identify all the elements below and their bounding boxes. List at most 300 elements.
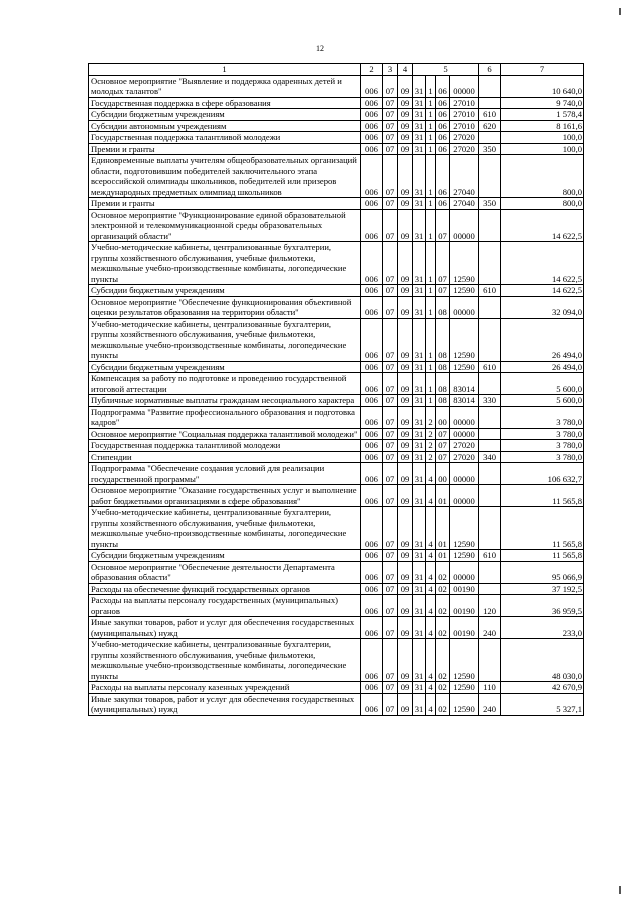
cell-vr: 610 <box>479 109 501 121</box>
cell-pr: 09 <box>398 155 413 198</box>
cell-csr-program: 31 <box>413 440 426 452</box>
cell-ved: 006 <box>361 507 383 550</box>
cell-amount: 3 780,0 <box>501 428 584 440</box>
cell-vr <box>479 406 501 428</box>
cell-pr: 09 <box>398 395 413 407</box>
cell-ved: 006 <box>361 583 383 595</box>
cell-csr-event: 08 <box>436 373 450 395</box>
cell-vr: 110 <box>479 682 501 694</box>
cell-csr-direction: 12590 <box>450 507 479 550</box>
cell-csr-event: 07 <box>436 451 450 463</box>
cell-csr-subprogram: 4 <box>426 485 436 507</box>
name: Расходы на обеспечение функций государственных органов <box>89 583 361 595</box>
cell-csr-subprogram: 2 <box>426 428 436 440</box>
table-row <box>89 143 584 155</box>
cell-csr-subprogram: 1 <box>426 361 436 373</box>
cell-rz: 07 <box>383 693 398 715</box>
cell-pr: 09 <box>398 209 413 242</box>
cell-amount: 14 622,5 <box>501 242 584 285</box>
cell-csr-subprogram: 1 <box>426 209 436 242</box>
cell-csr-program: 31 <box>413 155 426 198</box>
cell-pr: 09 <box>398 463 413 485</box>
cell-vr <box>479 296 501 318</box>
cell-ved: 006 <box>361 109 383 121</box>
cell-csr-subprogram: 1 <box>426 155 436 198</box>
header-cell: 5 <box>413 64 479 76</box>
cell-csr-event: 02 <box>436 583 450 595</box>
cell-csr-direction: 83014 <box>450 395 479 407</box>
table-row <box>89 682 584 694</box>
cell-csr-subprogram: 1 <box>426 198 436 210</box>
cell-csr-event: 06 <box>436 198 450 210</box>
cell-ved: 006 <box>361 120 383 132</box>
cell-csr-subprogram: 1 <box>426 97 436 109</box>
cell-amount: 233,0 <box>501 617 584 639</box>
cell-csr-subprogram: 4 <box>426 693 436 715</box>
cell-rz: 07 <box>383 97 398 109</box>
cell-rz: 07 <box>383 155 398 198</box>
cell-amount: 11 565,8 <box>501 550 584 562</box>
cell-ved: 006 <box>361 639 383 682</box>
cell-csr-subprogram: 1 <box>426 285 436 297</box>
cell-csr-subprogram: 4 <box>426 463 436 485</box>
cell-ved: 006 <box>361 373 383 395</box>
cell-vr <box>479 639 501 682</box>
cell-ved: 006 <box>361 406 383 428</box>
cell-vr <box>479 373 501 395</box>
cell-rz: 07 <box>383 451 398 463</box>
cell-rz: 07 <box>383 406 398 428</box>
cell-csr-subprogram: 2 <box>426 451 436 463</box>
cell-csr-subprogram: 1 <box>426 132 436 144</box>
table-row <box>89 242 584 285</box>
cell-csr-program: 31 <box>413 583 426 595</box>
table-row <box>89 463 584 485</box>
cell-csr-program: 31 <box>413 561 426 583</box>
cell-csr-event: 02 <box>436 693 450 715</box>
cell-vr <box>479 318 501 361</box>
cell-vr: 620 <box>479 120 501 132</box>
name: Государственная поддержка талантливой молодежи <box>89 440 361 452</box>
scan-mark <box>619 886 621 894</box>
cell-amount: 37 192,5 <box>501 583 584 595</box>
cell-ved: 006 <box>361 440 383 452</box>
table-row <box>89 507 584 550</box>
cell-csr-subprogram: 4 <box>426 682 436 694</box>
table-row <box>89 583 584 595</box>
cell-ved: 006 <box>361 595 383 617</box>
cell-vr: 240 <box>479 693 501 715</box>
cell-csr-direction: 27020 <box>450 451 479 463</box>
cell-ved: 006 <box>361 395 383 407</box>
cell-csr-program: 31 <box>413 550 426 562</box>
cell-rz: 07 <box>383 682 398 694</box>
cell-rz: 07 <box>383 296 398 318</box>
cell-csr-direction: 00190 <box>450 595 479 617</box>
cell-vr: 350 <box>479 143 501 155</box>
cell-csr-event: 07 <box>436 209 450 242</box>
cell-csr-program: 31 <box>413 285 426 297</box>
cell-csr-program: 31 <box>413 428 426 440</box>
cell-csr-program: 31 <box>413 485 426 507</box>
cell-pr: 09 <box>398 97 413 109</box>
cell-csr-subprogram: 1 <box>426 296 436 318</box>
cell-csr-program: 31 <box>413 373 426 395</box>
cell-csr-subprogram: 4 <box>426 595 436 617</box>
cell-ved: 006 <box>361 132 383 144</box>
cell-csr-direction: 83014 <box>450 373 479 395</box>
cell-rz: 07 <box>383 395 398 407</box>
cell-vr: 610 <box>479 550 501 562</box>
cell-csr-program: 31 <box>413 75 426 97</box>
table-row <box>89 595 584 617</box>
cell-rz: 07 <box>383 617 398 639</box>
cell-csr-event: 06 <box>436 109 450 121</box>
cell-ved: 006 <box>361 198 383 210</box>
cell-csr-program: 31 <box>413 109 426 121</box>
cell-csr-direction: 27010 <box>450 97 479 109</box>
cell-csr-subprogram: 4 <box>426 550 436 562</box>
cell-ved: 006 <box>361 242 383 285</box>
cell-csr-direction: 12590 <box>450 318 479 361</box>
cell-pr: 09 <box>398 485 413 507</box>
cell-csr-subprogram: 4 <box>426 507 436 550</box>
name: Государственная поддержка в сфере образования <box>89 97 361 109</box>
cell-rz: 07 <box>383 361 398 373</box>
name: Государственная поддержка талантливой молодежи <box>89 132 361 144</box>
cell-csr-program: 31 <box>413 595 426 617</box>
cell-amount: 800,0 <box>501 155 584 198</box>
cell-csr-program: 31 <box>413 682 426 694</box>
cell-csr-direction: 00000 <box>450 209 479 242</box>
name: Основное мероприятие "Обеспечение деятельности Департамента образования области" <box>89 561 361 583</box>
name: Основное мероприятие "Обеспечение функционирования объективной оценки результатов образования на территории области" <box>89 296 361 318</box>
cell-csr-subprogram: 1 <box>426 143 436 155</box>
table-row <box>89 318 584 361</box>
cell-csr-direction: 12590 <box>450 682 479 694</box>
name: Субсидии бюджетным учреждениям <box>89 285 361 297</box>
cell-csr-event: 07 <box>436 428 450 440</box>
cell-amount: 26 494,0 <box>501 318 584 361</box>
cell-vr <box>479 485 501 507</box>
cell-csr-event: 02 <box>436 617 450 639</box>
name: Стипендии <box>89 451 361 463</box>
table-row <box>89 550 584 562</box>
cell-amount: 11 565,8 <box>501 485 584 507</box>
cell-csr-program: 31 <box>413 639 426 682</box>
cell-ved: 006 <box>361 361 383 373</box>
cell-amount: 3 780,0 <box>501 406 584 428</box>
name: Субсидии бюджетным учреждениям <box>89 361 361 373</box>
cell-csr-subprogram: 2 <box>426 440 436 452</box>
cell-csr-subprogram: 1 <box>426 75 436 97</box>
cell-csr-program: 31 <box>413 209 426 242</box>
cell-csr-program: 31 <box>413 198 426 210</box>
cell-vr: 610 <box>479 361 501 373</box>
cell-vr: 340 <box>479 451 501 463</box>
cell-csr-subprogram: 4 <box>426 583 436 595</box>
table-row <box>89 485 584 507</box>
cell-vr: 350 <box>479 198 501 210</box>
table-row <box>89 617 584 639</box>
cell-pr: 09 <box>398 693 413 715</box>
table-row <box>89 285 584 297</box>
cell-rz: 07 <box>383 507 398 550</box>
cell-pr: 09 <box>398 120 413 132</box>
cell-vr <box>479 507 501 550</box>
name: Основное мероприятие "Выявление и поддержка одаренных детей и молодых талантов" <box>89 75 361 97</box>
table-row <box>89 75 584 97</box>
cell-csr-event: 02 <box>436 561 450 583</box>
cell-pr: 09 <box>398 198 413 210</box>
cell-vr: 120 <box>479 595 501 617</box>
name: Единовременные выплаты учителям общеобразовательных организаций области, подготовившим победителей заключительного этапа всероссийской олимпиады школьников, победителей или призеров международных предметных олимпиад школьников <box>89 155 361 198</box>
header-row <box>89 64 584 76</box>
cell-rz: 07 <box>383 583 398 595</box>
cell-csr-event: 00 <box>436 406 450 428</box>
header-cell: 7 <box>501 64 584 76</box>
cell-amount: 3 780,0 <box>501 440 584 452</box>
cell-vr <box>479 428 501 440</box>
cell-csr-subprogram: 1 <box>426 318 436 361</box>
cell-csr-event: 07 <box>436 285 450 297</box>
cell-amount: 11 565,8 <box>501 507 584 550</box>
cell-csr-subprogram: 4 <box>426 617 436 639</box>
cell-rz: 07 <box>383 132 398 144</box>
cell-csr-direction: 27010 <box>450 120 479 132</box>
cell-vr: 240 <box>479 617 501 639</box>
cell-rz: 07 <box>383 209 398 242</box>
cell-csr-direction: 00000 <box>450 485 479 507</box>
cell-ved: 006 <box>361 463 383 485</box>
cell-amount: 48 030,0 <box>501 639 584 682</box>
cell-csr-program: 31 <box>413 361 426 373</box>
cell-ved: 006 <box>361 617 383 639</box>
header-cell: 2 <box>361 64 383 76</box>
cell-csr-event: 01 <box>436 507 450 550</box>
table-row <box>89 373 584 395</box>
cell-ved: 006 <box>361 428 383 440</box>
cell-ved: 006 <box>361 296 383 318</box>
cell-pr: 09 <box>398 440 413 452</box>
cell-ved: 006 <box>361 318 383 361</box>
cell-csr-program: 31 <box>413 143 426 155</box>
cell-pr: 09 <box>398 109 413 121</box>
cell-csr-direction: 00000 <box>450 75 479 97</box>
table-row <box>89 639 584 682</box>
cell-amount: 42 670,9 <box>501 682 584 694</box>
cell-csr-event: 01 <box>436 485 450 507</box>
cell-csr-direction: 12590 <box>450 639 479 682</box>
cell-rz: 07 <box>383 143 398 155</box>
cell-csr-direction: 27020 <box>450 440 479 452</box>
cell-rz: 07 <box>383 109 398 121</box>
cell-csr-event: 08 <box>436 395 450 407</box>
cell-csr-direction: 12590 <box>450 693 479 715</box>
cell-csr-event: 06 <box>436 120 450 132</box>
cell-vr <box>479 242 501 285</box>
cell-csr-program: 31 <box>413 296 426 318</box>
cell-rz: 07 <box>383 440 398 452</box>
cell-rz: 07 <box>383 485 398 507</box>
header-cell: 4 <box>398 64 413 76</box>
cell-csr-event: 08 <box>436 361 450 373</box>
cell-rz: 07 <box>383 463 398 485</box>
name: Субсидии бюджетным учреждениям <box>89 109 361 121</box>
cell-pr: 09 <box>398 75 413 97</box>
cell-amount: 14 622,5 <box>501 209 584 242</box>
cell-amount: 1 578,4 <box>501 109 584 121</box>
cell-pr: 09 <box>398 617 413 639</box>
cell-ved: 006 <box>361 97 383 109</box>
cell-vr <box>479 97 501 109</box>
cell-pr: 09 <box>398 561 413 583</box>
cell-pr: 09 <box>398 451 413 463</box>
cell-csr-program: 31 <box>413 451 426 463</box>
cell-csr-direction: 00190 <box>450 617 479 639</box>
cell-csr-event: 00 <box>436 463 450 485</box>
cell-rz: 07 <box>383 285 398 297</box>
cell-rz: 07 <box>383 318 398 361</box>
cell-csr-subprogram: 1 <box>426 373 436 395</box>
cell-pr: 09 <box>398 406 413 428</box>
name: Подпрограмма "Обеспечение создания условий для реализации государственной программы" <box>89 463 361 485</box>
cell-pr: 09 <box>398 318 413 361</box>
table-row <box>89 198 584 210</box>
cell-csr-direction: 12590 <box>450 550 479 562</box>
cell-amount: 5 600,0 <box>501 373 584 395</box>
name: Иные закупки товаров, работ и услуг для обеспечения государственных (муниципальных) нужд <box>89 617 361 639</box>
cell-csr-event: 08 <box>436 296 450 318</box>
cell-csr-event: 06 <box>436 75 450 97</box>
name: Учебно-методические кабинеты, централизованные бухгалтерии, группы хозяйственного обслуживания, учебные фильмотеки, межшкольные учебно-производственные комбинаты, логопедические пункты <box>89 507 361 550</box>
cell-rz: 07 <box>383 428 398 440</box>
cell-csr-direction: 27020 <box>450 132 479 144</box>
cell-ved: 006 <box>361 75 383 97</box>
cell-pr: 09 <box>398 595 413 617</box>
cell-vr <box>479 132 501 144</box>
cell-csr-event: 06 <box>436 155 450 198</box>
cell-csr-subprogram: 4 <box>426 639 436 682</box>
cell-pr: 09 <box>398 373 413 395</box>
cell-amount: 100,0 <box>501 132 584 144</box>
page-number: 12 <box>316 44 324 53</box>
name: Учебно-методические кабинеты, централизованные бухгалтерии, группы хозяйственного обслуживания, учебные фильмотеки, межшкольные учебно-производственные комбинаты, логопедические пункты <box>89 242 361 285</box>
table-row <box>89 97 584 109</box>
cell-csr-event: 06 <box>436 97 450 109</box>
cell-vr: 610 <box>479 285 501 297</box>
cell-pr: 09 <box>398 296 413 318</box>
cell-amount: 95 066,9 <box>501 561 584 583</box>
cell-csr-event: 06 <box>436 143 450 155</box>
name: Публичные нормативные выплаты гражданам несоциального характера <box>89 395 361 407</box>
cell-vr <box>479 75 501 97</box>
name: Учебно-методические кабинеты, централизованные бухгалтерии, группы хозяйственного обслуживания, учебные фильмотеки, межшкольные учебно-производственные комбинаты, логопедические пункты <box>89 318 361 361</box>
cell-amount: 8 161,6 <box>501 120 584 132</box>
cell-pr: 09 <box>398 361 413 373</box>
cell-pr: 09 <box>398 682 413 694</box>
cell-csr-subprogram: 1 <box>426 109 436 121</box>
cell-amount: 106 632,7 <box>501 463 584 485</box>
cell-ved: 006 <box>361 451 383 463</box>
cell-amount: 26 494,0 <box>501 361 584 373</box>
cell-csr-program: 31 <box>413 132 426 144</box>
cell-csr-direction: 12590 <box>450 361 479 373</box>
cell-ved: 006 <box>361 561 383 583</box>
name: Расходы на выплаты персоналу казенных учреждений <box>89 682 361 694</box>
cell-pr: 09 <box>398 507 413 550</box>
name: Основное мероприятие "Функционирование единой образовательной электронной и телекоммуникационной среды образовательных организаций области" <box>89 209 361 242</box>
cell-csr-direction: 00000 <box>450 428 479 440</box>
name: Основное мероприятие "Оказание государственных услуг и выполнение работ бюджетными организациями в сфере образования" <box>89 485 361 507</box>
cell-csr-event: 02 <box>436 595 450 617</box>
cell-csr-program: 31 <box>413 463 426 485</box>
cell-csr-program: 31 <box>413 395 426 407</box>
table-row <box>89 561 584 583</box>
cell-pr: 09 <box>398 639 413 682</box>
table-row <box>89 440 584 452</box>
cell-rz: 07 <box>383 75 398 97</box>
cell-csr-direction: 00000 <box>450 406 479 428</box>
table-row <box>89 395 584 407</box>
cell-csr-program: 31 <box>413 120 426 132</box>
cell-csr-program: 31 <box>413 242 426 285</box>
cell-csr-direction: 12590 <box>450 242 479 285</box>
cell-pr: 09 <box>398 285 413 297</box>
cell-csr-event: 02 <box>436 639 450 682</box>
name: Расходы на выплаты персоналу государственных (муниципальных) органов <box>89 595 361 617</box>
table-row <box>89 693 584 715</box>
cell-csr-subprogram: 2 <box>426 406 436 428</box>
cell-csr-direction: 27020 <box>450 143 479 155</box>
cell-vr <box>479 440 501 452</box>
name: Премии и гранты <box>89 198 361 210</box>
table-row <box>89 451 584 463</box>
cell-ved: 006 <box>361 143 383 155</box>
cell-vr <box>479 463 501 485</box>
cell-csr-direction: 00190 <box>450 583 479 595</box>
table-row <box>89 296 584 318</box>
table-row <box>89 209 584 242</box>
header-cell: 1 <box>89 64 361 76</box>
table-row <box>89 406 584 428</box>
cell-ved: 006 <box>361 209 383 242</box>
table-row <box>89 428 584 440</box>
cell-rz: 07 <box>383 561 398 583</box>
table-row <box>89 132 584 144</box>
cell-csr-event: 08 <box>436 318 450 361</box>
cell-csr-program: 31 <box>413 318 426 361</box>
cell-csr-event: 07 <box>436 242 450 285</box>
cell-amount: 5 327,1 <box>501 693 584 715</box>
cell-amount: 9 740,0 <box>501 97 584 109</box>
header-cell: 6 <box>479 64 501 76</box>
cell-ved: 006 <box>361 682 383 694</box>
cell-amount: 100,0 <box>501 143 584 155</box>
cell-amount: 14 622,5 <box>501 285 584 297</box>
cell-pr: 09 <box>398 143 413 155</box>
cell-vr <box>479 155 501 198</box>
name: Основное мероприятие "Социальная поддержка талантливой молодежи" <box>89 428 361 440</box>
cell-csr-subprogram: 1 <box>426 120 436 132</box>
cell-csr-subprogram: 4 <box>426 561 436 583</box>
cell-csr-direction: 27040 <box>450 155 479 198</box>
name: Учебно-методические кабинеты, централизованные бухгалтерии, группы хозяйственного обслуживания, учебные фильмотеки, межшкольные учебно-производственные комбинаты, логопедические пункты <box>89 639 361 682</box>
cell-pr: 09 <box>398 132 413 144</box>
name: Компенсация за работу по подготовке и проведению государственной итоговой аттестации <box>89 373 361 395</box>
cell-csr-event: 06 <box>436 132 450 144</box>
cell-csr-direction: 27040 <box>450 198 479 210</box>
